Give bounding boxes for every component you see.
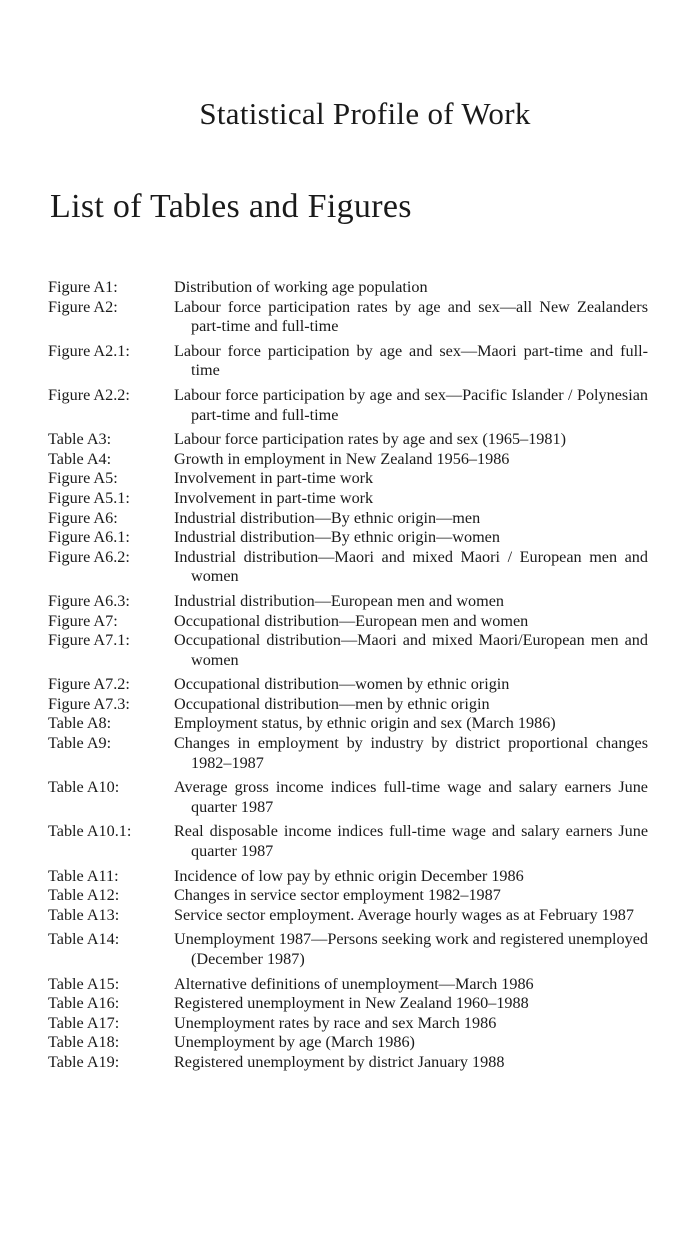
section-heading: List of Tables and Figures <box>50 188 412 225</box>
toc-entry <box>48 930 648 969</box>
entry-label: Figure A2: <box>48 297 118 316</box>
entry-label: Table A4: <box>48 449 112 468</box>
entry-label: Table A14: <box>48 930 120 949</box>
entry-label: Table A12: <box>48 886 120 905</box>
entry-text: Incidence of low pay by ethnic origin December 1986 <box>174 866 524 885</box>
entry-label: Table A3: <box>48 430 112 449</box>
entry-text: Unemployment 1987—Persons seeking work and registered unemployed (December 1987) <box>174 930 648 968</box>
toc-entry <box>48 612 648 632</box>
toc-entry <box>48 278 648 298</box>
toc-entry <box>48 695 648 715</box>
toc-entry <box>48 489 648 509</box>
entry-text: Occupational distribution—women by ethnic origin <box>174 675 510 694</box>
toc-entry <box>48 450 648 470</box>
toc-entry <box>48 469 648 489</box>
entry-label: Table A17: <box>48 1013 120 1032</box>
entry-text: Changes in service sector employment 1982–1987 <box>174 886 501 905</box>
entry-text: Unemployment by age (March 1986) <box>174 1033 415 1052</box>
entry-text: Labour force participation by age and sex—Maori part-time and full-time <box>174 341 648 380</box>
entry-text: Real disposable income indices full-time wage and salary earners June quarter 1987 <box>174 822 648 861</box>
entry-text: Involvement in part-time work <box>174 488 374 507</box>
entry-label: Table A8: <box>48 714 112 733</box>
entry-text: Registered unemployment in New Zealand 1960–1988 <box>174 994 529 1013</box>
toc-entry <box>48 714 648 734</box>
toc-entry <box>48 778 648 817</box>
entry-label: Figure A7.1: <box>48 631 130 650</box>
entry-text: Labour force participation by age and sex—Pacific Islander / Polynesian part-time and full-time <box>174 385 648 424</box>
toc-entry <box>48 1033 648 1053</box>
entry-text: Unemployment rates by race and sex March 1986 <box>174 1013 497 1032</box>
entry-text: Involvement in part-time work <box>174 469 374 488</box>
entry-text: Alternative definitions of unemployment—March 1986 <box>174 974 534 993</box>
toc-entry <box>48 509 648 529</box>
toc-entry <box>48 528 648 548</box>
entry-label: Table A13: <box>48 905 120 924</box>
entry-text: Registered unemployment by district January 1988 <box>174 1052 505 1071</box>
toc-entry <box>48 342 648 381</box>
toc-entry <box>48 822 648 861</box>
entry-text: Employment status, by ethnic origin and sex (March 1986) <box>174 714 556 733</box>
toc-entry <box>48 386 648 425</box>
toc-entry <box>48 734 648 773</box>
entry-label: Figure A5: <box>48 469 118 488</box>
entry-label: Table A10.1: <box>48 822 132 841</box>
entry-label: Table A11: <box>48 866 119 885</box>
entry-text: Industrial distribution—Maori and mixed Maori / European men and women <box>174 547 648 586</box>
toc-entry <box>48 886 648 906</box>
page-title: Statistical Profile of Work <box>199 96 531 131</box>
toc-entry <box>48 548 648 587</box>
entry-text: Industrial distribution—European men and women <box>174 591 504 610</box>
toc-entry <box>48 430 648 450</box>
toc-entry <box>48 994 648 1014</box>
toc-entry <box>48 675 648 695</box>
entry-text: Changes in employment by industry by district proportional changes 1982–1987 <box>174 734 648 772</box>
toc-entry <box>48 298 648 337</box>
entry-text: Industrial distribution—By ethnic origin—women <box>174 528 500 547</box>
entry-label: Table A10: <box>48 778 120 797</box>
entry-text: Labour force participation rates by age and sex—all New Zealanders part-time and full-time <box>174 297 648 336</box>
entry-label: Figure A6.1: <box>48 528 130 547</box>
toc-entry <box>48 1014 648 1034</box>
entry-text: Labour force participation rates by age and sex (1965–1981) <box>174 430 566 449</box>
toc-entry <box>48 1053 648 1073</box>
entry-label: Figure A6.2: <box>48 547 130 566</box>
entry-label: Figure A7.2: <box>48 675 130 694</box>
entry-label: Table A9: <box>48 734 112 753</box>
entry-text: Service sector employment. Average hourly wages as at February 1987 <box>174 905 634 924</box>
toc-entry <box>48 631 648 670</box>
entry-label: Figure A6.3: <box>48 591 130 610</box>
entry-label: Table A16: <box>48 994 120 1013</box>
toc-entry <box>48 975 648 995</box>
entry-text: Occupational distribution—European men and women <box>174 611 529 630</box>
entry-label: Table A15: <box>48 974 120 993</box>
entry-label: Figure A2.1: <box>48 341 130 360</box>
entry-label: Figure A6: <box>48 508 118 527</box>
entry-label: Table A18: <box>48 1033 120 1052</box>
entry-text: Industrial distribution—By ethnic origin—men <box>174 508 481 527</box>
toc-entry <box>48 592 648 612</box>
table-of-contents <box>48 278 648 1073</box>
toc-entry <box>48 906 648 926</box>
entry-label: Table A19: <box>48 1052 120 1071</box>
entry-label: Figure A5.1: <box>48 488 130 507</box>
entry-text: Average gross income indices full-time wage and salary earners June quarter 1987 <box>174 778 648 816</box>
entry-text: Occupational distribution—men by ethnic origin <box>174 694 490 713</box>
entry-text: Growth in employment in New Zealand 1956–1986 <box>174 449 510 468</box>
entry-label: Figure A1: <box>48 278 118 296</box>
entry-text: Distribution of working age population <box>174 278 428 296</box>
toc-entry <box>48 867 648 887</box>
entry-label: Figure A7.3: <box>48 694 130 713</box>
entry-label: Figure A2.2: <box>48 385 130 404</box>
entry-label: Figure A7: <box>48 611 118 630</box>
entry-text: Occupational distribution—Maori and mixed Maori/European men and women <box>174 631 648 669</box>
